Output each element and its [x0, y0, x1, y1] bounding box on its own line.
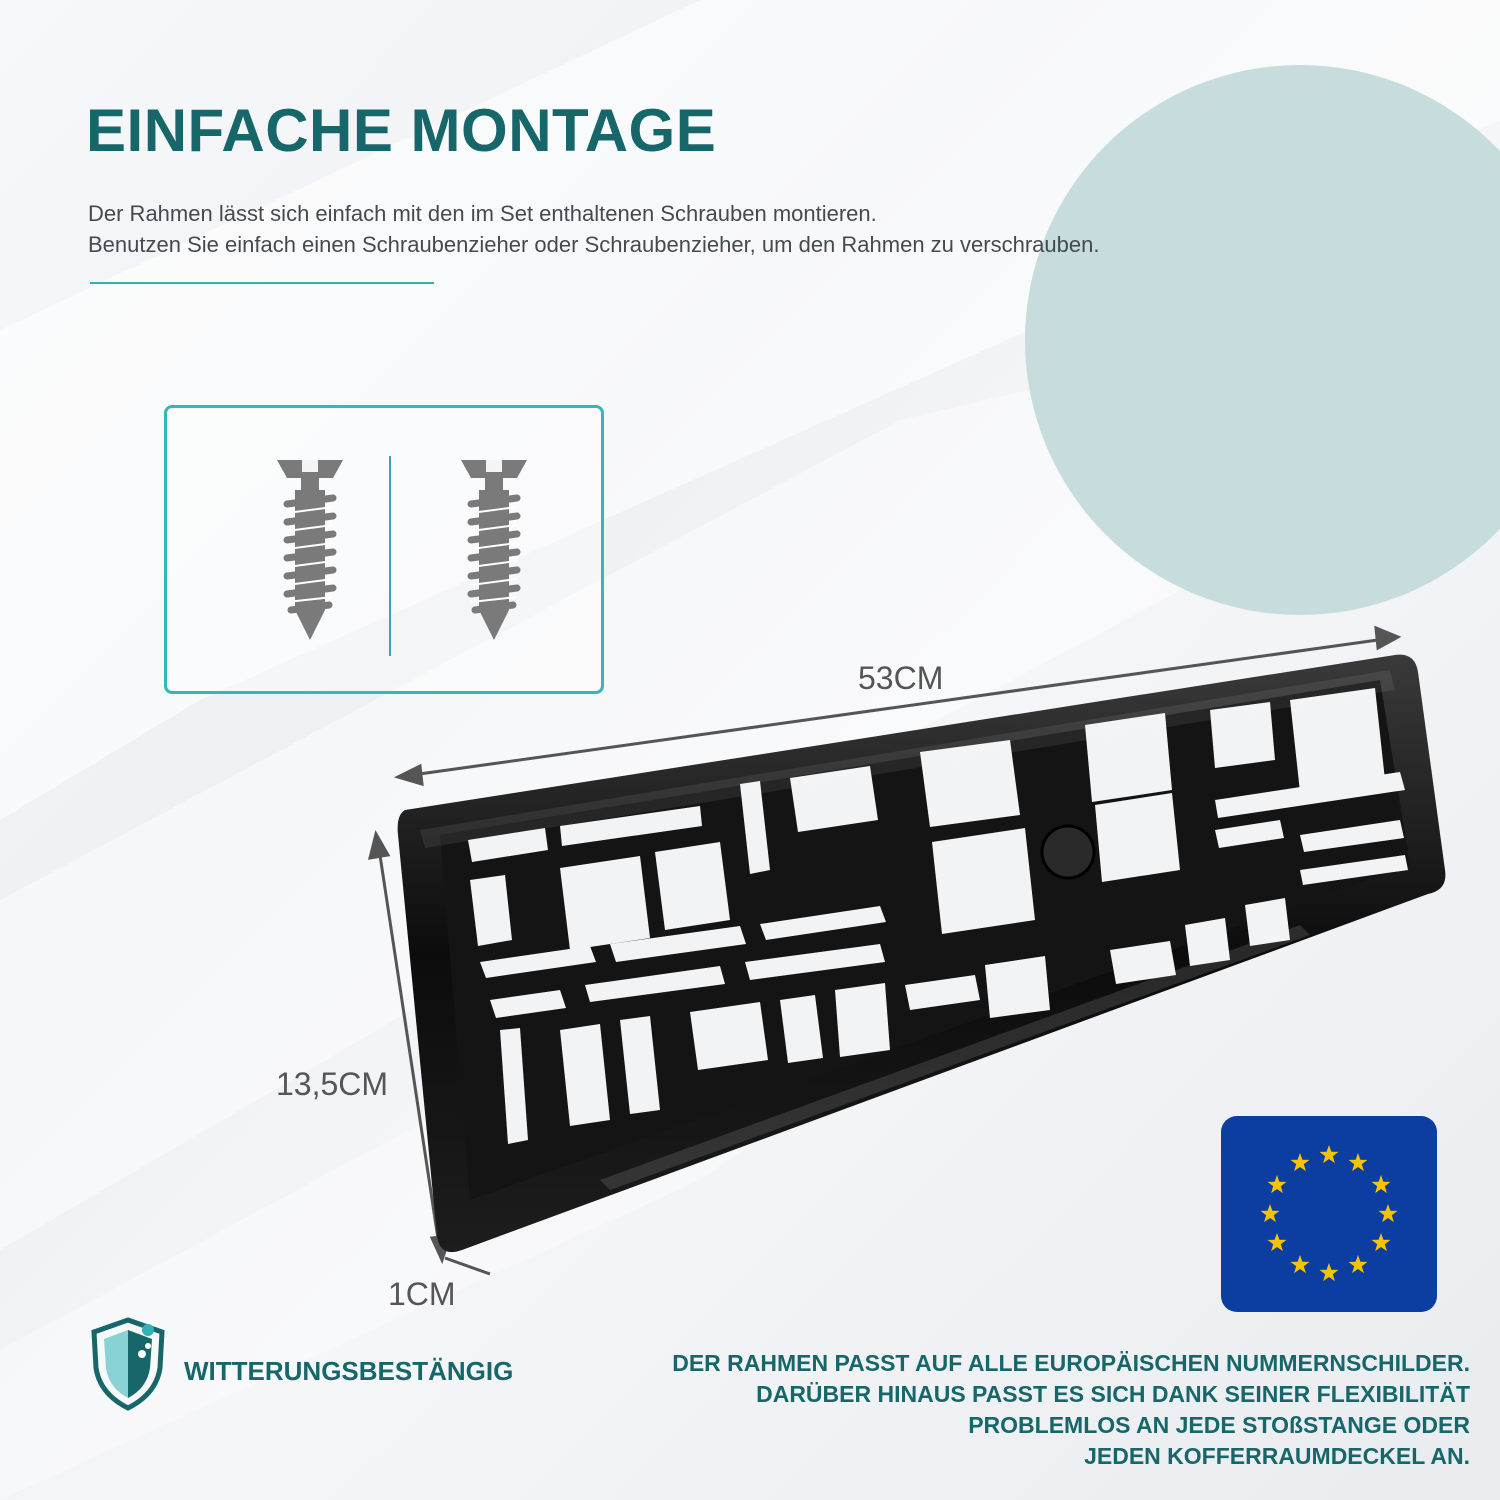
fit-line-1: DER RAHMEN PASST AUF ALLE EUROPÄISCHEN NUMMERNSCHILDER. [672, 1350, 1470, 1376]
dimension-depth: 1CM [388, 1276, 456, 1312]
fit-description [610, 1348, 1470, 1472]
description-line-2: Benutzen Sie einfach einen Schraubenzieher oder Schraubenzieher, um den Rahmen zu verschrauben. [88, 232, 1100, 257]
fit-line-2: DARÜBER HINAUS PASST ES SICH DANK SEINER FLEXIBILITÄT [756, 1381, 1470, 1407]
shield-icon [88, 1316, 168, 1412]
page-title: EINFACHE MONTAGE [86, 97, 717, 164]
dimension-height: 13,5CM [276, 1066, 389, 1102]
weather-resistant-label: WITTERUNGSBESTÄNGIG [184, 1356, 514, 1386]
eu-flag-icon [1221, 1116, 1437, 1312]
eu-stars [1221, 1116, 1437, 1312]
description-line-1: Der Rahmen lässt sich einfach mit den im Set enthaltenen Schrauben montieren. [88, 201, 877, 226]
fit-line-3: PROBLEMLOS AN JEDE STOßSTANGE ODER [968, 1412, 1470, 1438]
dimension-width: 53CM [858, 660, 944, 696]
fit-line-4: JEDEN KOFFERRAUMDECKEL AN. [1084, 1443, 1470, 1469]
